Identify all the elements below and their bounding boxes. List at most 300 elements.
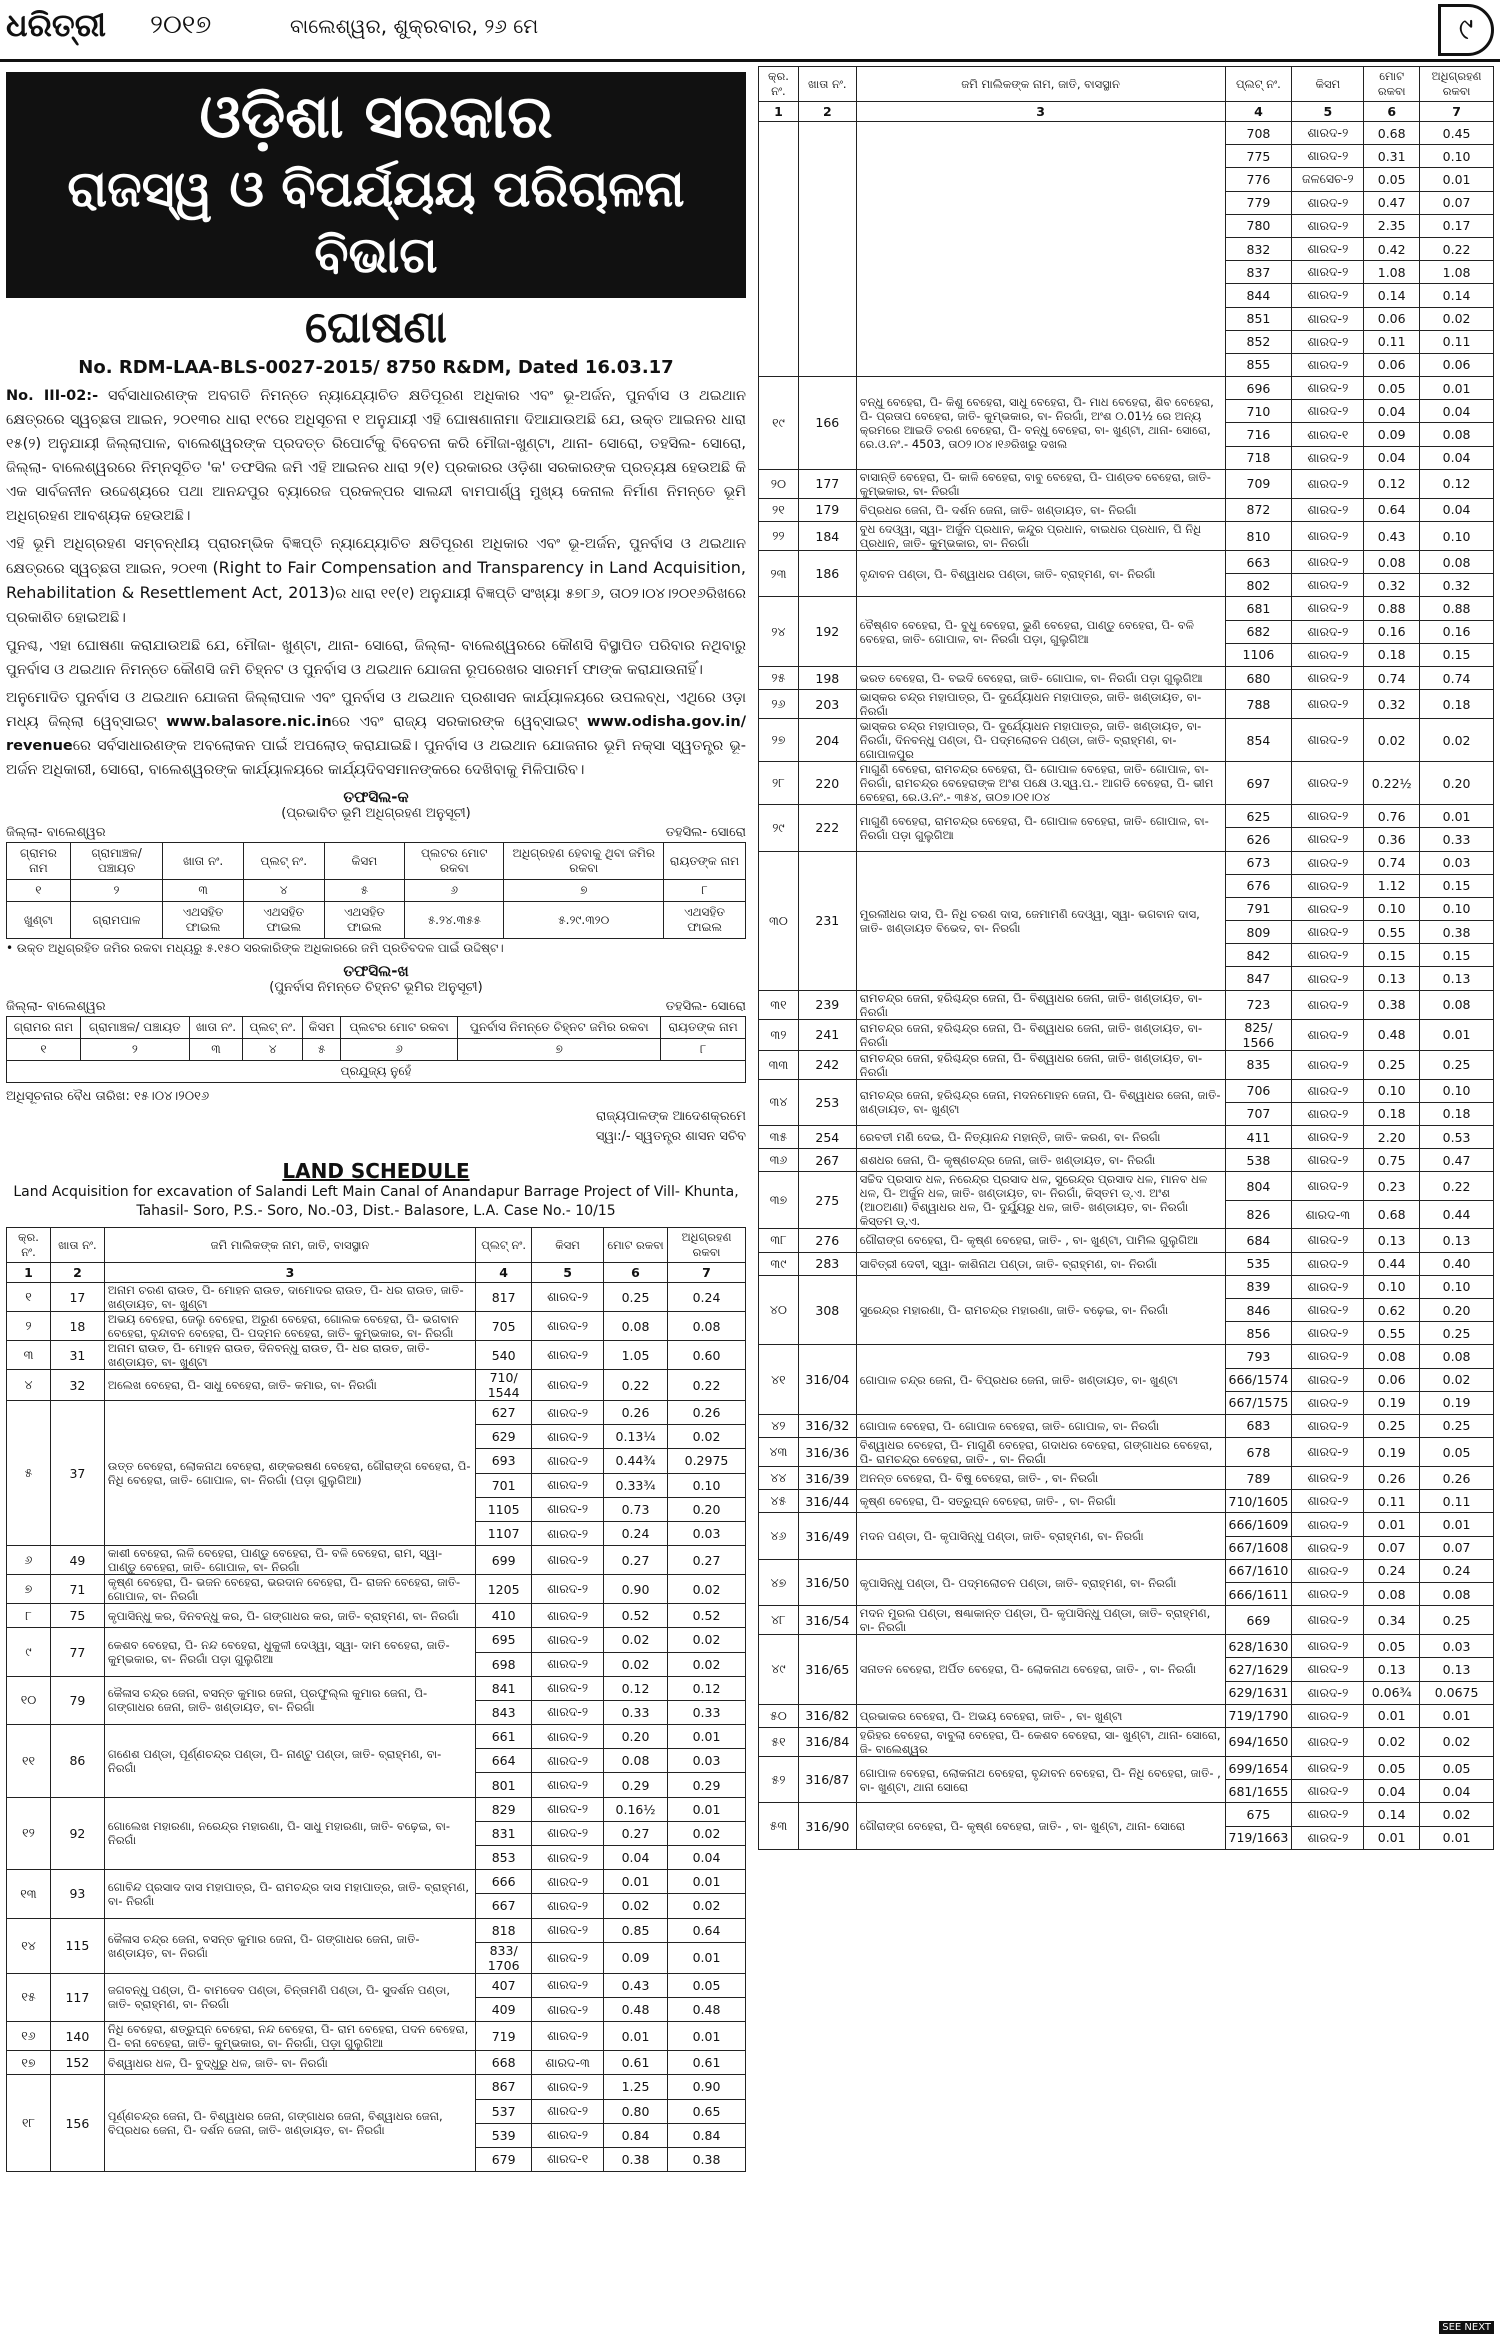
schedule-ka-table [6,842,746,939]
khata-number: 231 [798,851,856,990]
table-row [7,1604,746,1628]
column-number-row [759,102,1494,122]
schedule-kha-labels [6,999,746,1014]
land-class: ଶାରଦ-୨ [1292,1780,1364,1803]
land-class: ଶାରଦ-୨ [1292,122,1364,145]
acquired-area: 0.01 [1420,1019,1494,1050]
plot-number: 410 [476,1604,532,1628]
total-area: 0.04 [604,1846,668,1870]
plot-number: 723 [1225,990,1292,1019]
acquired-area: 0.15 [1420,944,1494,967]
serial-number: ୨୯ [759,805,799,851]
owner-details: ଗୌରାଙ୍ଗ ବେହେରା, ପି- କୃଷ୍ଣ ବେହେରା, ଜାତି- , ବା- ଖୁଣ୍ଟା, ପାମିଲ ଗୁଲୁଗିଆ [856,1229,1225,1252]
column-header: ଖାତା ନଂ. [163,843,244,880]
owner-details: କୃପାସିନ୍ଧୁ କର, ଦିନବନ୍ଧୁ କର, ପି- ଗଙ୍ଗାଧର କର, ଜାତି- ବ୍ରାହ୍ମଣ, ବା- ନିରଗାଁ [104,1604,475,1628]
land-class: ଶାରଦ-୨ [1292,1803,1364,1826]
total-area: 0.68 [1364,122,1420,145]
acquired-area: 0.04 [1420,400,1494,423]
acquired-area: 0.45 [1420,122,1494,145]
plot-number: 669 [1225,1606,1292,1635]
khata-number [798,122,856,377]
column-header: ମୋଟ ରକବା [1364,67,1420,102]
total-area: 0.27 [604,1821,668,1845]
acquired-area: 0.02 [1420,719,1494,762]
total-area: 0.13¼ [604,1425,668,1449]
land-class: ଶାରଦ-୨ [532,1870,604,1894]
table-row [759,1513,1494,1536]
plot-number: 817 [476,1283,532,1312]
table-row [759,1149,1494,1172]
total-area: 0.16½ [604,1797,668,1821]
total-area: 0.55 [1364,1322,1420,1345]
serial-number: ୩୫ [759,1126,799,1149]
plot-number: 625 [1225,805,1292,828]
plot-number: 1205 [476,1575,532,1604]
serial-number: ୧୧ [7,1725,51,1798]
table-row [759,1050,1494,1079]
plot-number: 667/1608 [1225,1536,1292,1559]
masthead-dateline: ବାଲେଶ୍ୱର, ଶୁକ୍ରବାର, ୨୬ ମେ [290,14,539,38]
land-class: ଶାରଦ-୨ [1292,921,1364,944]
serial-number: ୧୨ [7,1797,51,1870]
khata-number: 186 [798,551,856,597]
plot-number: 1106 [1225,643,1292,666]
owner-details: ହରିହର ବେହେରା, ବାବୁଲା ବେହେରା, ପି- କେଶବ ବେହେରା, ସା- ଖୁଣ୍ଟା, ଥାନା- ସୋରୋ, ଜି- ବାଲେଶ୍ୱର [856,1727,1225,1756]
owner-details: ମୁରଲୀଧର ଦାସ, ପି- ନିଧି ଚରଣ ଦାସ, ଜେମାମଣି ଦେଓ୍ୱା, ସ୍ୱା- ଭଗବାନ ଦାସ, ଜାତି- ଖଣ୍ଡାୟତ ବିଭେଦ, ବା- ନିରଗାଁ [856,851,1225,990]
total-area: 0.19 [1364,1438,1420,1467]
land-class: ଶାରଦ-୨ [1292,1826,1364,1849]
plot-number: 810 [1225,522,1292,551]
total-area: 0.18 [1364,1102,1420,1125]
total-area: 0.33¾ [604,1473,668,1497]
total-area: 0.08 [604,1312,668,1341]
column-number: ୭ [504,880,664,902]
serial-number: ୧୯ [759,377,799,470]
acquired-area: 0.02 [668,1894,746,1918]
land-class: ଶାରଦ-୨ [1292,551,1364,574]
acquired-area: 0.65 [668,2099,746,2123]
land-class: ଶାରଦ-୨ [1292,1391,1364,1414]
total-area: 0.13 [1364,967,1420,990]
schedule-ka-labels [6,825,746,840]
owner-details: ଜଗବନ୍ଧୁ ପଣ୍ଡା, ପି- ବାମଦେବ ପଣ୍ଡା, ଚିନ୍ତାମଣି ପଣ୍ଡା, ପି- ସୁଦର୍ଶନ ପଣ୍ଡା, ଜାତି- ବ୍ରାହ୍ମଣ, ବା- ନିରଗାଁ [104,1973,475,2021]
acquired-area: 0.74 [1420,666,1494,689]
land-class: ଶାରଦ-୨ [1292,897,1364,920]
table-row [759,522,1494,551]
serial-number: ୮ [7,1604,51,1628]
column-number: ୫ [303,1039,341,1061]
table-header-row [7,1228,746,1263]
acquired-area: 0.13 [1420,967,1494,990]
khata-number: 316/04 [798,1345,856,1415]
acquired-area: 0.88 [1420,597,1494,620]
plot-number: 701 [476,1473,532,1497]
signature-block [6,1087,746,1147]
schedule-kha-title: ତଫସିଲ-ଖ [343,962,409,980]
plot-number: 661 [476,1725,532,1749]
plot-number: 1107 [476,1521,532,1545]
plot-number: 818 [476,1918,532,1942]
column-number: 2 [798,102,856,122]
land-class: ଶାରଦ-୨ [532,1652,604,1676]
total-area: 0.42 [1364,237,1420,260]
table-row [759,1019,1494,1050]
serial-number: ୪୨ [759,1414,799,1437]
table-row [759,1229,1494,1252]
land-class: ଶାରଦ-୨ [1292,805,1364,828]
owner-details: ଗୋଲେଖ ମହାରଣା, ନରେନ୍ଦ୍ର ମହାରଣା, ପି- ସାଧୁ ମହାରଣା, ଜାତି- ବଢ଼େଇ, ବା- ନିରଗାଁ [104,1797,475,1870]
plot-number: 681 [1225,597,1292,620]
table-row [759,1727,1494,1756]
land-schedule-table-left [6,1227,746,2172]
land-class: ଶାରଦ-୩ [1292,1200,1364,1229]
total-area: 0.13 [1364,1658,1420,1681]
total-area: 0.05 [1364,377,1420,400]
column-number: ୮ [661,1039,746,1061]
owner-details: ନିଧି ବେହେରା, ଶତ୍ରୁଘ୍ନ ବେହେରା, ନନ୍ଦ ବେହେରା, ପି- ରାମ ବେହେରା, ପଦନ ବେହେରା, ପି- ବନା ବେହେରା, ଜାତି- କୁମ୍ଭକାର, ବା- ନିରଗାଁ, ପଡ଼ା ଗୁଲୁଗିଆ [104,2022,475,2051]
column-number: 3 [856,102,1225,122]
plot-number: 683 [1225,1414,1292,1437]
table-row [759,719,1494,762]
owner-details: ଅଲେଖ ବେହେରା, ପି- ସାଧୁ ବେହେରା, ଜାତି- କମାର, ବା- ନିରଗାଁ [104,1370,475,1401]
owner-details: ରାମଚନ୍ଦ୍ର ଜେନା, ହରିଶ୍ଚନ୍ଦ୍ର ଜେନା, ମଦନମୋହନ ଜେନା, ପି- ବିଶ୍ୱାଧର ଜେନା, ଜାତି- ଖଣ୍ଡାୟତ, ବା- ଖୁଣ୍ଟା [856,1079,1225,1125]
column-header: ପ୍ଲଟ୍ ନଂ. [1225,67,1292,102]
khata-number: 156 [50,2075,104,2172]
owner-details: ଗୋପାଳ ବେହେରା, ପି- ଗୋପାଳ ବେହେରା, ଜାତି- ଗୋପାଳ, ବା- ନିରଗାଁ [856,1414,1225,1437]
left-column [6,72,746,2172]
land-class: ଶାରଦ-୨ [1292,1635,1364,1658]
total-area: 2.20 [1364,1126,1420,1149]
land-class: ଶାରଦ-୨ [1292,1050,1364,1079]
khata-number: 204 [798,719,856,762]
plot-number: 832 [1225,237,1292,260]
land-class: ଶାରଦ-୨ [532,1575,604,1604]
plot-number: 675 [1225,1803,1292,1826]
table-row [7,1870,746,1894]
plot-number: 705 [476,1312,532,1341]
land-class: ଶାରଦ-୨ [1292,1368,1364,1391]
acquired-area: 0.01 [668,1797,746,1821]
land-class: ଶାରଦ-୨ [1292,1079,1364,1102]
land-class: ଶାରଦ-୨ [1292,1583,1364,1606]
land-class: ଶାରଦ-୨ [532,2099,604,2123]
khata-number: 220 [798,762,856,805]
khata-number: 316/49 [798,1513,856,1559]
by-order: ରାଜ୍ୟପାଳଙ୍କ ଆଦେଶକ୍ରମେ [595,1109,746,1124]
owner-details: ମଦନ ମୁରଲ ପଣ୍ଡା, ଷଣ୍ଢାକାନ୍ତ ପଣ୍ଡା, ପି- କୃପାସିନ୍ଧୁ ପଣ୍ଡା, ଜାତି- ବ୍ରାହ୍ମଣ, ବା- ନିରଗାଁ [856,1606,1225,1635]
column-number: ୪ [243,880,324,902]
acquired-area: 0.07 [1420,1536,1494,1559]
total-area: 0.90 [604,1575,668,1604]
land-class: ଶାରଦ-୨ [1292,1149,1364,1172]
acquired-area: 0.20 [668,1497,746,1521]
owner-details: ସଚ୍ଚିଦ ପ୍ରସାଦ ଧଳ, ନରେନ୍ଦ୍ର ପ୍ରସାଦ ଧଳ, ସୁରେନ୍ଦ୍ର ପ୍ରସାଦ ଧଳ, ମାନବ ଧଳ ଧଳ, ପି- ଅର୍ଜୁନ ଧଳ, ଜାତି- ଖଣ୍ଡାୟତ, ବା- ନିରଗାଁ, କିସ୍ତମ ଡ୍.ଏ. ଅଂଶ (ଆଠଅଣା) ବିଶ୍ୱାଧର ଧଳ, ପି- ଦୁର୍ଯ୍ୟୁରୁ ଧଳ, ଜାତି- ଖଣ୍ଡାୟତ, ବା- ନିରଗାଁ କିସ୍ତମ ଡ୍.ଏ. [856,1172,1225,1229]
acquired-area: 0.05 [1420,1438,1494,1467]
land-schedule-title: LAND SCHEDULE [282,1159,470,1183]
masthead [0,0,1500,62]
plot-number: 696 [1225,377,1292,400]
plot-number: 710 [1225,400,1292,423]
tahasil-label: ତହସିଲ- ସୋରୋ [665,825,746,840]
acquired-area: 0.10 [1420,897,1494,920]
land-class: ଶାରଦ-୨ [1292,666,1364,689]
total-area: 0.27 [604,1546,668,1575]
total-area: 0.18 [1364,643,1420,666]
owner-details: ବୈଷ୍ଣବ ବେହେରା, ପି- ବୁଧୁ ବେହେରା, ଭୁଣି ବେହେରା, ପାଣ୍ଡୁ ବେହେରା, ପି- ବଳି ବେହେରା, ଜାତି- ଗୋପାଳ, ବା- ନିରଗାଁ ପଡ଼ା, ଗୁଲୁଗିଆ [856,597,1225,667]
acquired-area: 0.22 [668,1370,746,1401]
land-class: ଶାରଦ-୨ [532,1773,604,1797]
acquired-area: 0.38 [1420,921,1494,944]
total-area: 0.68 [1364,1200,1420,1229]
acquired-area: 0.60 [668,1341,746,1370]
land-schedule-table-right [758,66,1494,1850]
acquired-area: 0.12 [1420,469,1494,498]
table-row [759,1345,1494,1368]
khata-number: 18 [50,1312,104,1341]
total-area: 0.33 [604,1700,668,1724]
table-row [759,1275,1494,1298]
land-class: ଶାରଦ-୨ [1292,762,1364,805]
total-area: 0.05 [1364,1756,1420,1779]
plot-number: 804 [1225,1172,1292,1201]
table-row [759,990,1494,1019]
total-area: 0.43 [604,1973,668,1997]
serial-number: ୪୮ [759,1606,799,1635]
plot-number: 837 [1225,261,1292,284]
land-class: ଶାରଦ-୨ [532,1521,604,1545]
total-area: 0.10 [1364,897,1420,920]
acquired-area: 0.17 [1420,214,1494,237]
khata-number: 316/84 [798,1727,856,1756]
acquired-area: 0.03 [1420,851,1494,874]
column-header: ଗ୍ରାମାଞ୍ଚଳ/ ପଞ୍ଚାୟତ [80,1017,189,1039]
land-class: ଶାରଦ-୨ [1292,400,1364,423]
total-area: 0.85 [604,1918,668,1942]
serial-number: ୧୮ [7,2075,51,2172]
para4-text-a: ଅନୁମୋଦିତ ପୁନର୍ବାସ ଓ ଥଇଥାନ ଯୋଜନା ଜିଲ୍ଲାପାଳ ଏବଂ ପୁନର୍ବାସ ଓ ଥଇଥାନ ପ୍ରଶାସନ କାର୍ଯ୍ୟାଳୟରେ ଉପଲବ୍ଧ, ଏଥିରେ ଓଡ଼ା ମଧ୍ୟ ଜିଲ୍ଲା ୱେବ୍‌ସାଇଟ୍ [6,690,746,730]
land-class: ଶାରଦ-୨ [1292,828,1364,851]
plot-number: 694/1650 [1225,1727,1292,1756]
column-number: 3 [104,1263,475,1283]
total-area: 0.01 [604,1870,668,1894]
land-class: ଶାରଦ-୨ [1292,1102,1364,1125]
land-class: ଶାରଦ-୨ [1292,1490,1364,1513]
plot-number: 706 [1225,1079,1292,1102]
para2-text-a: ଏହି ଭୂମି ଅଧିଗ୍ରହଣ ସମ୍ବନ୍ଧୀୟ ପ୍ରାରମ୍ଭିକ ବିଜ୍ଞପ୍ତି ନ୍ୟାଯ୍ୟୋଚିତ କ୍ଷତିପୂରଣ ଅଧିକାର ଏବଂ ଭୂ-ଅର୍ଜନ, ପୁନର୍ବାସ ଓ ଥଇଥାନ କ୍ଷେତ୍ରରେ ସ୍ୱଚ୍ଛତା ଆଇନ, ୨୦୧୩ [6,536,746,577]
plot-number: 710/ 1544 [476,1370,532,1401]
see-next-label: SEE NEXT [1439,2321,1494,2334]
plot-number: 867 [476,2075,532,2099]
total-area: 0.02 [604,1628,668,1652]
total-area: 0.38 [604,2147,668,2171]
land-class: ଶାରଦ-୨ [1292,574,1364,597]
land-class: ଶାରଦ-୨ [1292,851,1364,874]
newspaper-logo: ଧରିତ୍ରୀ [6,6,106,44]
column-header: ଜମି ମାଲିକଙ୍କ ନାମ, ଜାତି, ବାସସ୍ଥାନ [856,67,1225,102]
website-link-balasore[interactable]: www.balasore.nic.in [166,714,332,730]
owner-details: ଭାସ୍କର ଚନ୍ଦ୍ର ମହାପାତ୍ର, ପି- ଦୁର୍ଯ୍ୟୋଧନ ମହାପାତ୍ର, ଜାତି- ଖଣ୍ଡାୟତ, ବା- ନିରଗାଁ [856,690,1225,719]
khata-number: 316/87 [798,1756,856,1802]
plot-number: 852 [1225,330,1292,353]
plot-number: 681/1655 [1225,1780,1292,1803]
owner-details [856,122,1225,377]
total-area: 0.06¾ [1364,1681,1420,1704]
plot-number: 831 [476,1821,532,1845]
total-area: 1.05 [604,1341,668,1370]
land-class: ଶାରଦ-୨ [1292,237,1364,260]
khata-number: 179 [798,498,856,521]
plot-number: 667/1575 [1225,1391,1292,1414]
serial-number: ୫୧ [759,1727,799,1756]
owner-details: ଭାସ୍କର ଚନ୍ଦ୍ର ମହାପାତ୍ର, ପି- ଦୁର୍ଯ୍ୟୋଧନ ମହାପାତ୍ର, ଜାତି- ଖଣ୍ଡାୟତ, ବା- ନିରଗାଁ, ଦିନବନ୍ଧୁ ପଣ୍ଡା, ପି- ପଦ୍ମଲୋଚନ ପଣ୍ଡା, ଜାତି- ବ୍ରାହ୍ମଣ, ବା- ଗୋପାଳପୁର [856,719,1225,762]
khata-number: 37 [50,1401,104,1546]
serial-number: ୧୭ [7,2051,51,2075]
serial-number: ୩୪ [759,1079,799,1125]
land-class: ଶାରଦ-୨ [1292,1172,1364,1201]
total-area: 0.19 [1364,1391,1420,1414]
plot-number: 666/1574 [1225,1368,1292,1391]
owner-details: ମଦନ ପଣ୍ଡା, ପି- କୃପାସିନ୍ଧୁ ପଣ୍ଡା, ଜାତି- ବ୍ରାହ୍ମଣ, ବା- ନିରଗାଁ [856,1513,1225,1559]
khata-number: 49 [50,1546,104,1575]
schedule-kha-subtitle: (ପୁନର୍ବାସ ନିମନ୍ତେ ଚିହ୍ନଟ ଭୂମିର ଅନୁସୂଚୀ) [269,980,483,995]
acquired-area: 0.0675 [1420,1681,1494,1704]
land-class: ଶାରଦ-୨ [1292,1229,1364,1252]
total-area: 0.15 [1364,944,1420,967]
column-header: ପ୍ଲଟ୍ ନଂ. [243,1017,303,1039]
plot-number: 839 [1225,1275,1292,1298]
acquired-area: 0.61 [668,2051,746,2075]
total-area: 0.09 [604,1942,668,1973]
khata-number: 86 [50,1725,104,1798]
total-area: 0.10 [1364,1079,1420,1102]
plot-number: 719/1790 [1225,1704,1292,1727]
serial-number: ୪୧ [759,1345,799,1415]
serial-number: ୩୨ [759,1019,799,1050]
acquired-area: 0.47 [1420,1149,1494,1172]
plot-number: 825/ 1566 [1225,1019,1292,1050]
khata-number: 275 [798,1172,856,1229]
plot-number: 789 [1225,1467,1292,1490]
acquired-area: 0.04 [668,1846,746,1870]
website-link-odisha[interactable]: www.odisha.gov.in/ revenue [6,714,747,754]
khata-number: 71 [50,1575,104,1604]
land-class: ଶାରଦ-୧ [1292,423,1364,446]
serial-number: ୪୬ [759,1513,799,1559]
table-cell: ୫.୨୪.୩୫୫ [405,902,504,939]
table-row [759,122,1494,145]
total-area: 0.08 [604,1749,668,1773]
owner-details: ଗୋପାଳ ବେହେରା, ଲୋକନାଥ ବେହେରା, ବୃନ୍ଦାବନ ବେହେରା, ପି- ନିଧି ବେହେରା, ଜାତି- , ବା- ଖୁଣ୍ଟା, ଥାନା ସୋରୋ [856,1756,1225,1802]
khata-number: 198 [798,666,856,689]
total-area: 0.61 [604,2051,668,2075]
masthead-year: ୨୦୧୭ [150,10,212,40]
owner-details: କେଶବ ବେହେରା, ପି- ନନ୍ଦ ବେହେରା, ଧୁକୁଳୀ ଦେଓ୍ୱା, ସ୍ୱା- ଦାମ ବେହେରା, ଜାତି- କୁମ୍ଭକାର, ବା- ନିରଗାଁ ପଡ଼ା ଗୁଲୁଗିଆ [104,1628,475,1676]
column-number: ୩ [189,1039,242,1061]
total-area: 0.26 [604,1401,668,1425]
district-label: ଜିଲ୍ଲା- ବାଲେଶ୍ୱର [6,825,106,840]
land-class: ଶାରଦ-୨ [532,1628,604,1652]
land-class: ଶାରଦ-୨ [1292,1414,1364,1437]
land-class: ଶାରଦ-୨ [532,1821,604,1845]
banner-line1: ଓଡ଼ିଶା ସରକାର [199,82,553,152]
column-header: ରାୟତଙ୍କ ନାମ [664,843,746,880]
land-class: ଶାରଦ-୨ [532,2075,604,2099]
land-class: ଶାରଦ-୨ [1292,1345,1364,1368]
khata-number: 166 [798,377,856,470]
acquired-area: 0.08 [1420,1583,1494,1606]
plot-number: 793 [1225,1345,1292,1368]
column-number: ୧ [7,1039,81,1061]
land-class: ଶାରଦ-୨ [1292,307,1364,330]
total-area: 0.12 [604,1676,668,1700]
plot-number: 629 [476,1425,532,1449]
plot-number: 540 [476,1341,532,1370]
land-class: ଶାରଦ-୨ [532,1725,604,1749]
khata-number: 239 [798,990,856,1019]
acquired-area: 1.08 [1420,261,1494,284]
table-row [7,1918,746,1942]
plot-number: 626 [1225,828,1292,851]
acquired-area: 0.04 [1420,446,1494,469]
acquired-area: 0.02 [1420,1368,1494,1391]
land-class: ଶାରଦ-୨ [532,1473,604,1497]
total-area: 0.34 [1364,1606,1420,1635]
notice-para1 [6,384,746,528]
total-area: 0.48 [1364,1019,1420,1050]
plot-number: 667 [476,1894,532,1918]
column-number: ୫ [324,880,405,902]
acquired-area: 0.25 [1420,1050,1494,1079]
plot-number: 666 [476,1870,532,1894]
serial-number: ୩୬ [759,1149,799,1172]
owner-details: ଅନାମ ଚରଣ ରାଉତ, ପି- ମୋହନ ରାଉତ, ଦାମୋଦର ରାଉତ, ପି- ଧର ରାଉତ, ଜାତି- ଖଣ୍ଡାୟତ, ବା- ଖୁଣ୍ଟା [104,1283,475,1312]
land-class: ଶାରଦ-୨ [532,1942,604,1973]
land-class: ଶାରଦ-୨ [1292,620,1364,643]
land-class: ଶାରଦ-୨ [532,1449,604,1473]
total-area: 0.44¾ [604,1449,668,1473]
total-area: 0.44 [1364,1252,1420,1275]
land-class: ଶାରଦ-୨ [1292,145,1364,168]
owner-details: ଭରତ ବେହେରା, ପି- ବଇଦି ବେହେରା, ଜାତି- ଗୋପାଳ, ବା- ନିରଗାଁ ପଡ଼ା ଗୁଲୁଗିଆ [856,666,1225,689]
table-row [7,1370,746,1401]
plot-number: 802 [1225,574,1292,597]
land-class: ଶାରଦ-୨ [1292,1559,1364,1582]
acquired-area: 0.01 [1420,805,1494,828]
land-class: ଜଳସେଚ-୨ [1292,168,1364,191]
plot-number: 627 [476,1401,532,1425]
serial-number: ୩ [7,1341,51,1370]
serial-number: ୨୩ [759,551,799,597]
plot-number: 801 [476,1773,532,1797]
khata-number: 17 [50,1283,104,1312]
khata-number: 222 [798,805,856,851]
column-number: 7 [1420,102,1494,122]
column-number: 1 [759,102,799,122]
owner-details: କୃଷ୍ଣ ବେହେରା, ପି- ଭଜନ ବେହେରା, ଭରଦାନ ବେହେରା, ପି- ରାଜନ ବେହେରା, ଜାତି- ଗୋପାଳ, ବା- ନିରଗାଁ [104,1575,475,1604]
column-header: ପ୍ଲଟ୍ ନଂ. [243,843,324,880]
column-header: ପ୍ଲଟ୍ ନଂ. [476,1228,532,1263]
land-class: ଶାରଦ-୨ [1292,967,1364,990]
owner-details: ମାଗୁଣି ବେହେରା, ରାମଚନ୍ଦ୍ର ବେହେରା, ପି- ଗୋପାଳ ବେହେରା, ଜାତି- ଗୋପାଳ, ବା- ନିରଗାଁ, ରାମଚନ୍ଦ୍ର ବେହେରାଙ୍କ ଅଂଶ ପକ୍ଷେ ଓ.ସ୍ୱ.ପ.- ଆଗଡି ବେହେରା, ପି- ଭୀମ ବେହେରା, ରେ.ଓ.ନଂ.- ୩୫୪, ତା୦୭।୦୧।୦୪ [856,762,1225,805]
land-class: ଶାରଦ-୨ [1292,469,1364,498]
serial-number: ୪୪ [759,1467,799,1490]
total-area: 1.08 [1364,261,1420,284]
khata-number: 253 [798,1079,856,1125]
column-number: ୭ [458,1039,661,1061]
page-number: ୯ [1438,4,1494,56]
plot-number: 856 [1225,1322,1292,1345]
land-class: ଶାରଦ-୨ [1292,284,1364,307]
